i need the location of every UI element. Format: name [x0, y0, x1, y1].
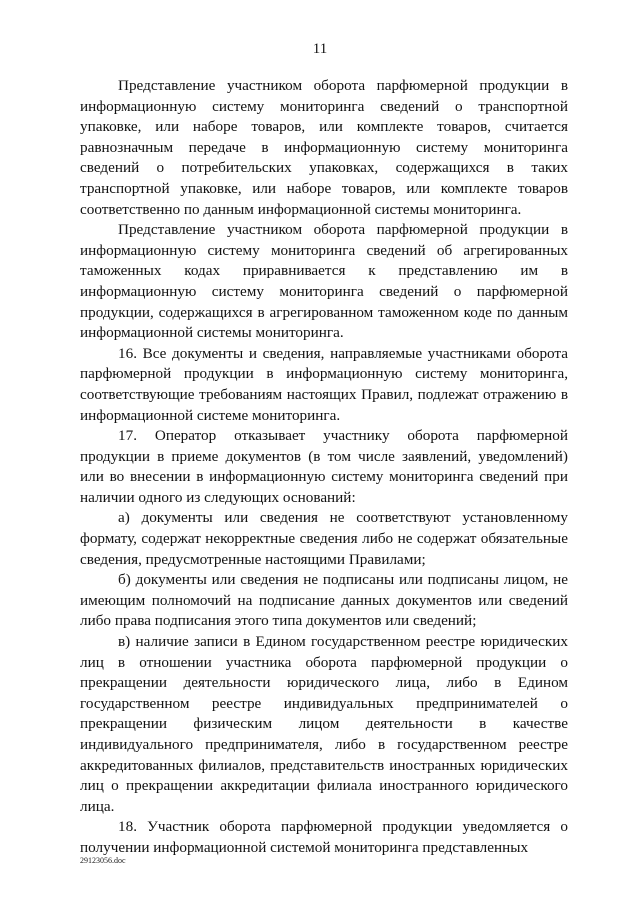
paragraph-16: 16. Все документы и сведения, направляемые участниками оборота парфюмерной продукции в информационную систему мониторинга, соответствующие требованиям настоящих Правил, подлежат отражению в информационной системе мониторинга. — [80, 344, 568, 424]
page-number: 11 — [312, 41, 328, 57]
body-text — [80, 76, 568, 859]
paragraph-17-v: в) наличие записи в Едином государственном реестре юридических лиц в отношении участника оборота парфюмерной продукции о прекращении деятельности юридического лица, либо в Едином государственном реестре индивидуальных предпринимателей о прекращении физическим лицом деятельности в качестве индивидуального предпринимателя, либо в государственном реестре аккредитованных филиалов, представительств иностранных юридических лиц о прекращении аккредитации филиала иностранного юридического лица. — [80, 633, 568, 815]
file-name-footer: 29123056.doc — [80, 856, 126, 865]
paragraph-17: 17. Оператор отказывает участнику оборота парфюмерной продукции в приеме документов (в том числе заявлений, уведомлений) или во внесении в информационную систему мониторинга сведений при наличии одного из следующих оснований: — [80, 427, 568, 506]
paragraph-18: 18. Участник оборота парфюмерной продукции уведомляется о получении информационной системой мониторинга представленных — [80, 818, 568, 856]
paragraph-17-b: б) документы или сведения не подписаны или подписаны лицом, не имеющим полномочий на подписание данных документов или сведений либо права подписания этого типа документов или сведений; — [80, 571, 568, 630]
paragraph-17-a: а) документы или сведения не соответствуют установленному формату, содержат некорректные сведения либо не содержат обязательные сведения, предусмотренные настоящими Правилами; — [80, 509, 568, 568]
paragraph-transport-packaging: Представление участником оборота парфюмерной продукции в информационную систему мониторинга сведений о транспортной упаковке, или наборе товаров, или комплекте товаров, считается равнозначным передаче в информационную систему мониторинга сведений о потребительских упаковках, содержащихся в таких транспортной упаковке, или наборе товаров, или комплекте товаров соответственно по данным информационной системы мониторинга. — [80, 77, 568, 218]
paragraph-aggregated-customs-codes: Представление участником оборота парфюмерной продукции в информационную систему мониторинга сведений об агрегированных таможенных кодах приравнивается к представлению им в информационную систему мониторинга сведений о парфюмерной продукции, содержащихся в агрегированном таможенном коде по данным информационной системы мониторинга. — [80, 221, 568, 342]
